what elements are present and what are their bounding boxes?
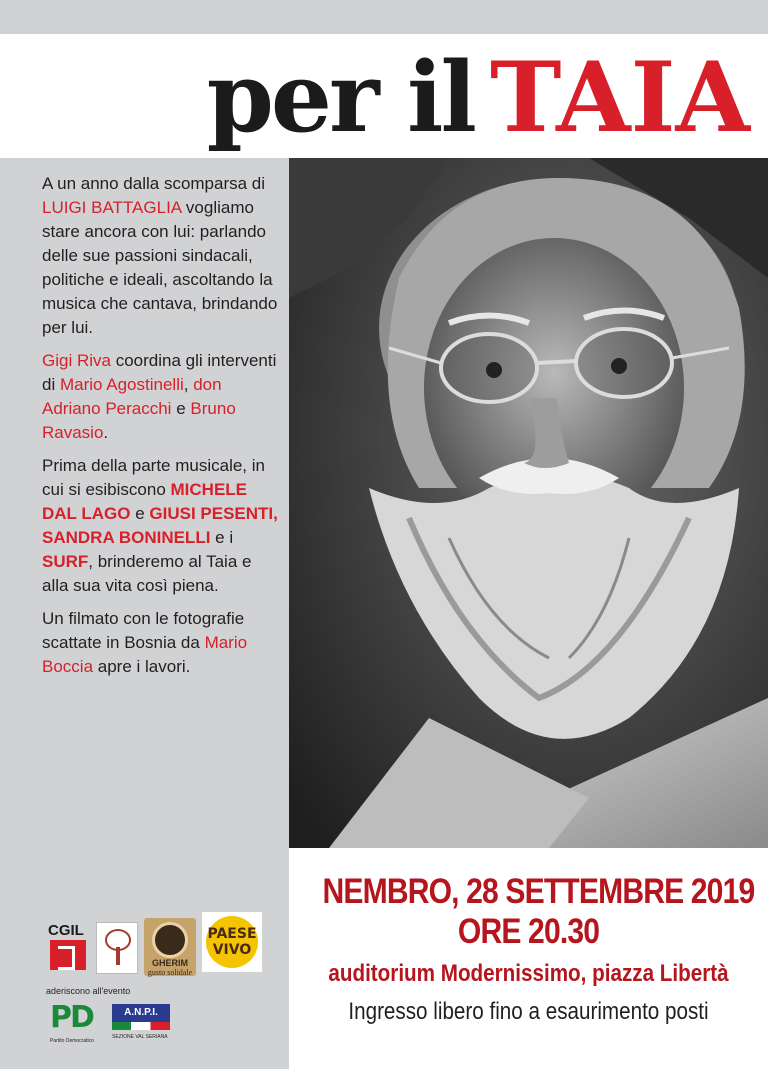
event-time: ORE 20.30 (457, 912, 600, 951)
anpi-logo-caption: SEZIONE VAL SERIANA (112, 1034, 168, 1040)
top-gray-strip (0, 0, 768, 34)
cgil-logo-mark (50, 940, 86, 970)
event-entry-note: Ingresso libero fino a esaurimento posti (348, 998, 709, 1025)
sidebar (0, 158, 289, 1069)
intro-paragraph-2 (42, 349, 278, 445)
artist-michele-dal-lago: MICHELE DAL LAGO (42, 480, 248, 523)
adhere-label: aderiscono all'evento (46, 986, 131, 996)
intro-paragraph-1 (42, 172, 278, 340)
intro-p1-text-2: vogliamo stare ancora con lui: parlando delle sue passioni sindacali, politiche e ideali, ascoltando la musica che cantava, brindando per lui. (42, 198, 278, 337)
paese-vivo-word-1: PAESE (207, 926, 257, 942)
intro-p2-period: . (103, 423, 109, 442)
anpi-logo-text: A.N.P.I. (124, 1007, 158, 1018)
intro-p3-comma: , (273, 504, 278, 523)
portrait-photo (289, 158, 768, 848)
header (0, 34, 768, 158)
pd-logo-text: PD (50, 1000, 93, 1035)
intro-p3-text-2: , brinderemo al Taia e alla sua vita così piena. (42, 552, 252, 595)
title-per-il: per il (206, 41, 474, 154)
intro-paragraph-3 (42, 454, 278, 598)
intro-p4-text-2: apre i lavori. (97, 657, 191, 676)
portrait-illustration (289, 158, 768, 848)
sponsor-logos (46, 912, 276, 1052)
paese-vivo-word-2: VIVO (212, 942, 252, 958)
title-taia: TAIA (489, 41, 750, 154)
intro-p2-text: coordina gli interventi di (42, 351, 277, 394)
artist-giusi-pesenti: GIUSI PESENTI (149, 504, 274, 523)
cgil-logo (46, 922, 90, 970)
name-gigi-riva: Gigi Riva (42, 351, 111, 370)
intro-p3-text: Prima della parte musicale, in cui si esibiscono (42, 456, 265, 499)
gherim-logo (144, 918, 196, 976)
gherim-logo-subtext: gusto solidale (147, 968, 193, 977)
poster-title (207, 38, 750, 158)
intro-paragraph-4 (42, 607, 278, 679)
paese-vivo-logo (202, 912, 262, 972)
anpi-logo (112, 1004, 172, 1044)
artist-sandra-boninelli: SANDRA BONINELLI (42, 528, 211, 547)
gherim-logo-text: GHERIM (152, 958, 188, 968)
artist-surf: SURF (42, 552, 89, 571)
pd-logo-caption: Partito Democratico (50, 1038, 94, 1044)
intro-p1-text: A un anno dalla scomparsa di (42, 174, 266, 193)
name-mario-agostinelli: Mario Agostinelli (59, 375, 184, 394)
tree-trunk-icon (116, 947, 120, 965)
name-mario-boccia: Mario Boccia (42, 633, 248, 676)
event-place-date: NEMBRO, 28 SETTEMBRE 2019 (322, 872, 755, 911)
name-luigi-battaglia: LUIGI BATTAGLIA (42, 198, 182, 217)
name-bruno-ravasio: Bruno Ravasio (42, 399, 236, 442)
intro-p2-comma: , (183, 375, 189, 394)
intro-p4-text: Un filmato con le fotografie scattate in Bosnia da (42, 609, 245, 652)
intro-p3-and-i: e i (215, 528, 234, 547)
event-details (289, 848, 768, 1069)
gherim-emblem-icon (152, 922, 188, 958)
intro-text (42, 172, 278, 688)
intro-p2-and: e (176, 399, 186, 418)
pd-logo (50, 1000, 96, 1046)
event-venue: auditorium Modernissimo, piazza Libertà (328, 960, 729, 987)
cgil-logo-text: CGIL (48, 922, 84, 939)
intro-p3-and: e (135, 504, 145, 523)
tree-logo (96, 922, 138, 974)
italian-tricolor-icon (112, 1022, 170, 1030)
name-adriano-peracchi: don Adriano Peracchi (42, 375, 222, 418)
